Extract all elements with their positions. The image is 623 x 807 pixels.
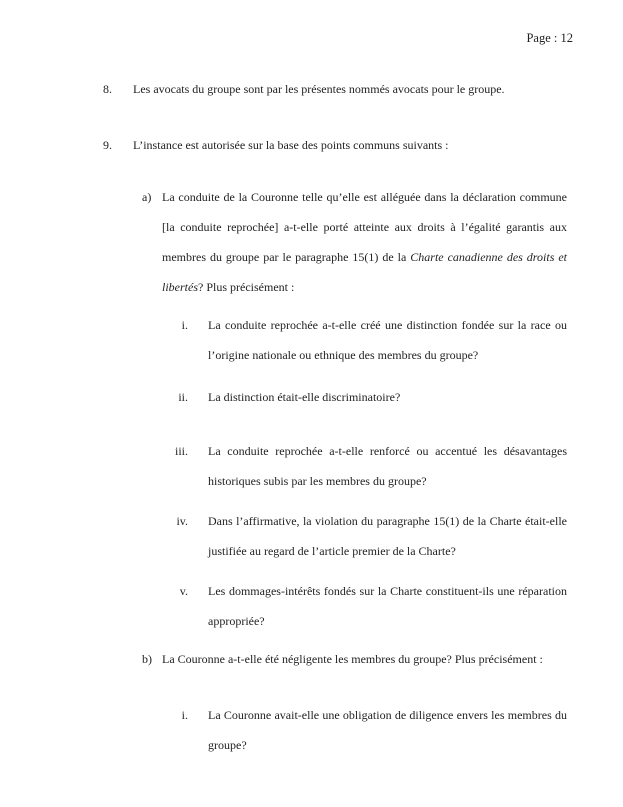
paragraph-9 xyxy=(0,130,623,160)
subparagraph-b-marker: b) xyxy=(142,652,152,666)
point-a-v xyxy=(0,576,623,636)
point-b-i-marker: i. xyxy=(181,708,188,722)
point-b-i xyxy=(0,700,623,760)
page-number: Page : 12 xyxy=(526,31,573,45)
point-a-iv-marker: iv. xyxy=(176,514,188,528)
subparagraph-b xyxy=(0,644,623,674)
point-a-i xyxy=(0,310,623,370)
point-a-v-text: Les dommages-intérêts fondés sur la Charte constituent-ils une réparation appropriée? xyxy=(208,584,567,628)
paragraph-8-marker: 8. xyxy=(103,82,112,96)
point-a-i-marker: i. xyxy=(181,318,188,332)
point-a-iii xyxy=(0,436,623,496)
point-a-iii-text: La conduite reprochée a-t-elle renforcé ou accentué les désavantages historiques subis par les membres du groupe? xyxy=(208,444,567,488)
point-a-ii-marker: ii. xyxy=(178,390,188,404)
point-a-iv-text: Dans l’affirmative, la violation du paragraphe 15(1) de la Charte était-elle justifiée au regard de l’article premier de la Charte? xyxy=(208,514,567,558)
point-a-iv xyxy=(0,506,623,566)
paragraph-8 xyxy=(0,74,623,104)
point-a-v-marker: v. xyxy=(179,584,188,598)
subparagraph-a-marker: a) xyxy=(142,190,152,204)
subparagraph-a xyxy=(0,182,623,302)
point-a-ii xyxy=(0,382,623,412)
point-a-i-text: La conduite reprochée a-t-elle créé une distinction fondée sur la race ou l’origine nationale ou ethnique des membres du groupe? xyxy=(208,318,567,362)
paragraph-9-text: L’instance est autorisée sur la base des points communs suivants : xyxy=(133,138,449,152)
point-b-i-text: La Couronne avait-elle une obligation de diligence envers les membres du groupe? xyxy=(208,708,567,752)
point-a-iii-marker: iii. xyxy=(174,444,188,458)
subparagraph-a-text-tail: ? Plus précisément : xyxy=(198,280,295,294)
paragraph-9-marker: 9. xyxy=(103,138,112,152)
subparagraph-b-text: La Couronne a-t-elle été négligente les membres du groupe? Plus précisément : xyxy=(162,652,543,666)
paragraph-8-text: Les avocats du groupe sont par les présentes nommés avocats pour le groupe. xyxy=(133,82,505,96)
point-a-ii-text: La distinction était-elle discriminatoire? xyxy=(208,390,401,404)
subparagraph-a-text-lead: La conduite de la Couronne telle qu’elle est alléguée dans la déclaration commune [la conduite reprochée] a-t-elle porté atteinte aux droits à l’égalité garantis aux membres du groupe par le paragraphe 15(1) de la xyxy=(162,190,567,264)
document-body xyxy=(0,46,623,760)
charte-title-italic: Charte canadienne des droits et libertés xyxy=(162,250,567,294)
subparagraph-a-text xyxy=(162,182,567,302)
